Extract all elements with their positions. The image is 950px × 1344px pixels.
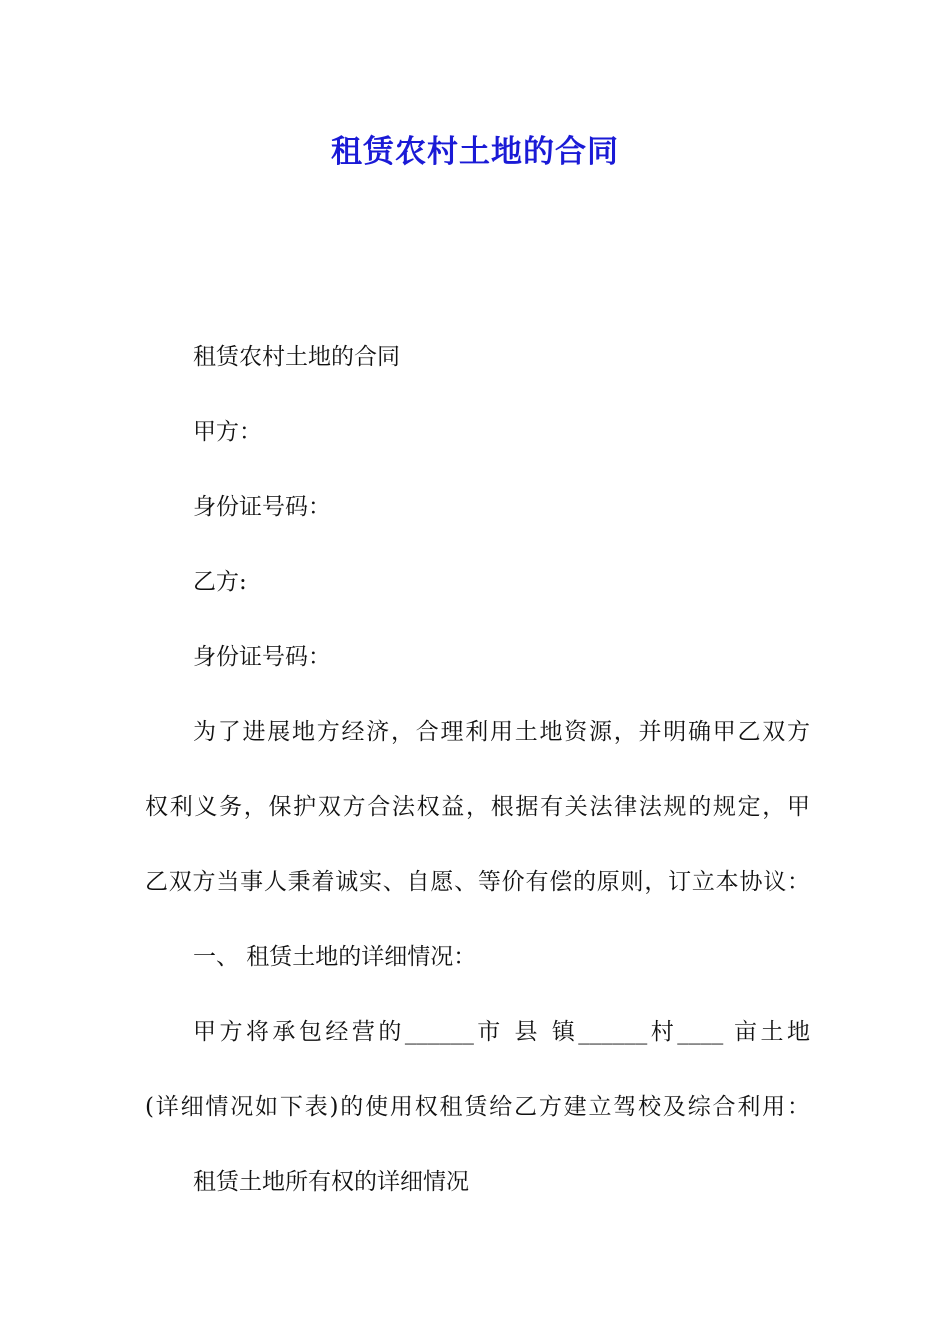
paragraph-party-b-id: 身份证号码： — [193, 644, 331, 670]
paragraph-purpose-line-3: 乙双方当事人秉着诚实、自愿、等价有偿的原则，订立本协议： — [145, 869, 810, 895]
document-title: 租赁农村土地的合同 — [331, 134, 619, 170]
paragraph-party-b: 乙方: — [193, 569, 247, 595]
section-heading-1: 一、 租赁土地的详细情况： — [193, 944, 477, 970]
paragraph-land-line-1: 甲方将承包经营的______市 县 镇______村____ 亩土地 — [193, 1019, 810, 1045]
paragraph-party-a-id: 身份证号码： — [193, 494, 331, 520]
paragraph-purpose-line-1: 为了进展地方经济，合理利用土地资源，并明确甲乙双方 — [193, 719, 810, 745]
paragraph-purpose-line-2: 权利义务，保护双方合法权益，根据有关法律法规的规定，甲 — [145, 794, 810, 820]
document-body — [145, 339, 810, 1239]
paragraph-land-ownership: 租赁土地所有权的详细情况 — [193, 1169, 469, 1195]
paragraph-contract-name: 租赁农村土地的合同 — [193, 344, 400, 370]
paragraph-land-line-2: (详细情况如下表)的使用权租赁给乙方建立驾校及综合利用： — [145, 1094, 810, 1120]
paragraph-party-a: 甲方： — [193, 419, 262, 445]
